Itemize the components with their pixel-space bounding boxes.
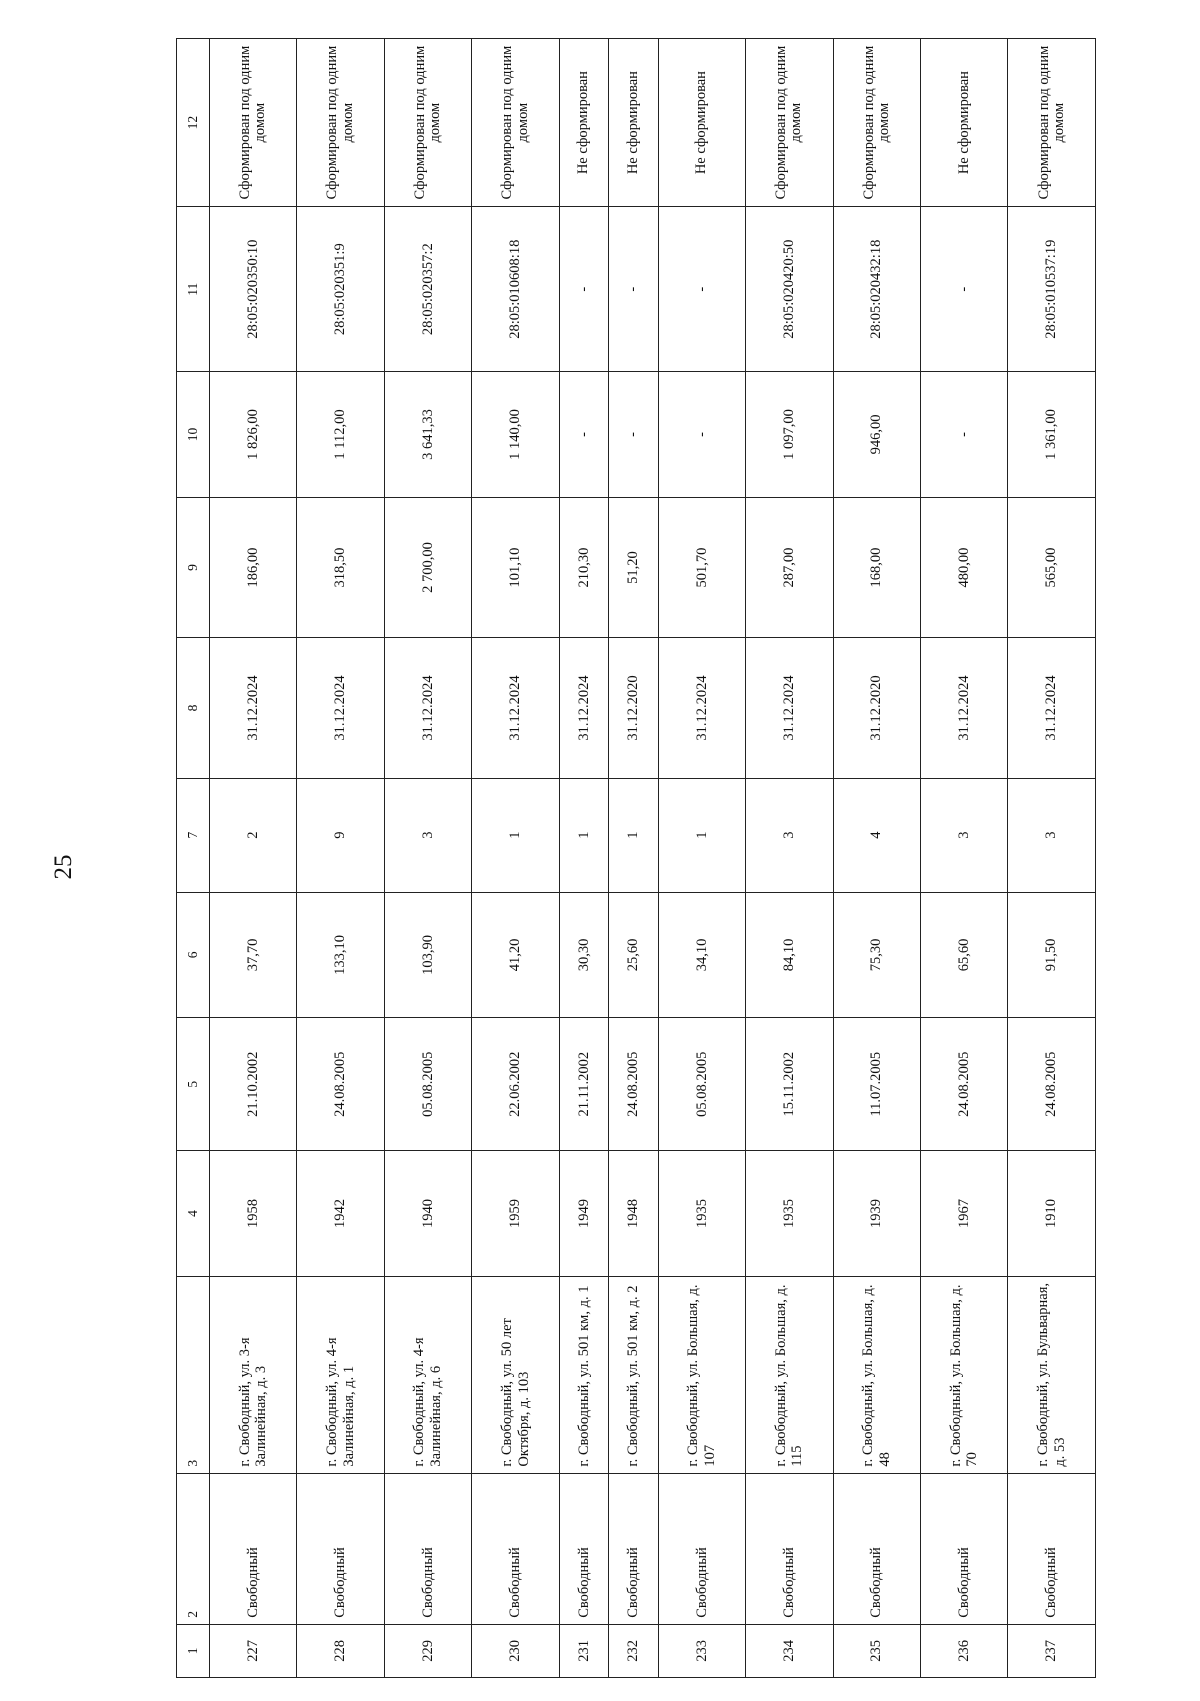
column-header: 7 <box>177 778 210 892</box>
table-cell: 168,00 <box>833 497 920 637</box>
table-cell: 1 <box>559 778 608 892</box>
table-row <box>746 39 833 1678</box>
header-row <box>177 39 210 1678</box>
table-cell: 24.08.2005 <box>609 1018 658 1151</box>
table-cell: 4 <box>833 778 920 892</box>
table-cell: 101,10 <box>472 497 559 637</box>
table-cell: Сформирован под одним домом <box>472 39 559 207</box>
table-cell: Свободный <box>921 1473 1008 1624</box>
table-cell: Не сформирован <box>921 39 1008 207</box>
table-cell: г. Свободный, ул. Большая, д. 48 <box>833 1276 920 1473</box>
table-cell: 3 <box>1008 778 1096 892</box>
table-cell: г. Свободный, ул. 50 лет Октября, д. 103 <box>472 1276 559 1473</box>
table-cell: г. Свободный, ул. Бульварная, д. 53 <box>1008 1276 1096 1473</box>
table-cell: Не сформирован <box>559 39 608 207</box>
table-row <box>833 39 920 1678</box>
table-cell: 37,70 <box>210 892 297 1018</box>
table-cell: 75,30 <box>833 892 920 1018</box>
table-cell: 11.07.2005 <box>833 1018 920 1151</box>
table-cell: Свободный <box>658 1473 745 1624</box>
table-cell: 05.08.2005 <box>658 1018 745 1151</box>
table-row <box>609 39 658 1678</box>
table-cell: Свободный <box>210 1473 297 1624</box>
table-cell: - <box>609 372 658 498</box>
table-cell: 1958 <box>210 1151 297 1277</box>
table-cell: - <box>609 207 658 372</box>
table-cell: 230 <box>472 1624 559 1677</box>
table-cell: 31.12.2024 <box>384 638 471 778</box>
table-cell: г. Свободный, ул. 501 км, д. 2 <box>609 1276 658 1473</box>
table-cell: 1 097,00 <box>746 372 833 498</box>
table-cell: 234 <box>746 1624 833 1677</box>
table-row <box>384 39 471 1678</box>
table-cell: 480,00 <box>921 497 1008 637</box>
table-cell: 41,20 <box>472 892 559 1018</box>
table-cell: 31.12.2024 <box>658 638 745 778</box>
table-cell: Свободный <box>833 1473 920 1624</box>
table-cell: 1 <box>609 778 658 892</box>
table-cell: Сформирован под одним домом <box>297 39 384 207</box>
table-cell: 227 <box>210 1624 297 1677</box>
table-cell: 231 <box>559 1624 608 1677</box>
table-cell: г. Свободный, ул. 4-я Залинейная, д. 1 <box>297 1276 384 1473</box>
table-cell: 1 <box>658 778 745 892</box>
table-cell: 31.12.2024 <box>472 638 559 778</box>
table-cell: г. Свободный, ул. 4-я Залинейная, д. 6 <box>384 1276 471 1473</box>
table-cell: 1939 <box>833 1151 920 1277</box>
table-cell: 1 140,00 <box>472 372 559 498</box>
table-cell: 15.11.2002 <box>746 1018 833 1151</box>
table-cell: 31.12.2024 <box>297 638 384 778</box>
column-header: 3 <box>177 1276 210 1473</box>
column-header: 9 <box>177 497 210 637</box>
table-cell: Сформирован под одним домом <box>833 39 920 207</box>
table-cell: 28:05:020350:10 <box>210 207 297 372</box>
table-cell: 28:05:010537:19 <box>1008 207 1096 372</box>
table-cell: 233 <box>658 1624 745 1677</box>
table-cell: 1959 <box>472 1151 559 1277</box>
table-cell: Свободный <box>472 1473 559 1624</box>
table-cell: 103,90 <box>384 892 471 1018</box>
table-cell: 9 <box>297 778 384 892</box>
table-cell: 186,00 <box>210 497 297 637</box>
table-cell: 1940 <box>384 1151 471 1277</box>
table-row <box>472 39 559 1678</box>
column-header: 6 <box>177 892 210 1018</box>
table-cell: Не сформирован <box>609 39 658 207</box>
table-cell: 565,00 <box>1008 497 1096 637</box>
table-cell: 24.08.2005 <box>1008 1018 1096 1151</box>
table-cell: 1 361,00 <box>1008 372 1096 498</box>
column-header: 2 <box>177 1473 210 1624</box>
table-cell: 31.12.2024 <box>746 638 833 778</box>
table-cell: 31.12.2024 <box>210 638 297 778</box>
column-header: 10 <box>177 372 210 498</box>
table-cell: 1967 <box>921 1151 1008 1277</box>
table-cell: 21.10.2002 <box>210 1018 297 1151</box>
table-cell: 28:05:020357:2 <box>384 207 471 372</box>
table-cell: 2 <box>210 778 297 892</box>
table-cell: г. Свободный, ул. Большая, д. 70 <box>921 1276 1008 1473</box>
table-cell: 3 <box>921 778 1008 892</box>
table-cell: - <box>559 207 608 372</box>
table-row <box>559 39 608 1678</box>
table-cell: 133,10 <box>297 892 384 1018</box>
table-cell: 232 <box>609 1624 658 1677</box>
table-cell: Свободный <box>609 1473 658 1624</box>
table-cell: 1935 <box>658 1151 745 1277</box>
table-cell: 1 <box>472 778 559 892</box>
table-cell: 22.06.2002 <box>472 1018 559 1151</box>
column-header: 4 <box>177 1151 210 1277</box>
table-cell: Не сформирован <box>658 39 745 207</box>
table-cell: 31.12.2024 <box>921 638 1008 778</box>
table-cell: 228 <box>297 1624 384 1677</box>
table-cell: 28:05:020420:50 <box>746 207 833 372</box>
table-cell: Свободный <box>559 1473 608 1624</box>
column-header: 11 <box>177 207 210 372</box>
table-cell: 236 <box>921 1624 1008 1677</box>
table-cell: 501,70 <box>658 497 745 637</box>
page-number: 25 <box>50 854 77 880</box>
table-cell: Свободный <box>297 1473 384 1624</box>
table-cell: 31.12.2024 <box>559 638 608 778</box>
table-cell: - <box>559 372 608 498</box>
table-row <box>658 39 745 1678</box>
table-cell: 24.08.2005 <box>297 1018 384 1151</box>
table-cell: 65,60 <box>921 892 1008 1018</box>
table-cell: 287,00 <box>746 497 833 637</box>
table-cell: 3 <box>746 778 833 892</box>
table-cell: 31.12.2020 <box>833 638 920 778</box>
table-cell: Свободный <box>746 1473 833 1624</box>
table-cell: Сформирован под одним домом <box>210 39 297 207</box>
table-cell: 946,00 <box>833 372 920 498</box>
table-row <box>210 39 297 1678</box>
table-cell: г. Свободный, ул. 501 км, д. 1 <box>559 1276 608 1473</box>
table-cell: Сформирован под одним домом <box>1008 39 1096 207</box>
table-cell: 210,30 <box>559 497 608 637</box>
table-cell: Сформирован под одним домом <box>746 39 833 207</box>
table-cell: 05.08.2005 <box>384 1018 471 1151</box>
table-cell: - <box>658 372 745 498</box>
table-cell: 235 <box>833 1624 920 1677</box>
table-row <box>297 39 384 1678</box>
table-cell: 1942 <box>297 1151 384 1277</box>
table-row <box>921 39 1008 1678</box>
table-cell: 24.08.2005 <box>921 1018 1008 1151</box>
table-cell: - <box>658 207 745 372</box>
table-cell: 229 <box>384 1624 471 1677</box>
table-cell: 34,10 <box>658 892 745 1018</box>
table-cell: 3 641,33 <box>384 372 471 498</box>
housing-table <box>176 38 1096 1678</box>
table-cell: г. Свободный, ул. Большая, д. 115 <box>746 1276 833 1473</box>
table-cell: 1 112,00 <box>297 372 384 498</box>
table-cell: 1949 <box>559 1151 608 1277</box>
table-cell: 318,50 <box>297 497 384 637</box>
column-header: 1 <box>177 1624 210 1677</box>
column-header: 8 <box>177 638 210 778</box>
table-cell: 91,50 <box>1008 892 1096 1018</box>
column-header: 12 <box>177 39 210 207</box>
table-cell: 21.11.2002 <box>559 1018 608 1151</box>
table-cell: 28:05:010608:18 <box>472 207 559 372</box>
table-cell: 28:05:020351:9 <box>297 207 384 372</box>
table-cell: 51,20 <box>609 497 658 637</box>
table-cell: 25,60 <box>609 892 658 1018</box>
table-cell: 237 <box>1008 1624 1096 1677</box>
table-cell: 84,10 <box>746 892 833 1018</box>
table-container <box>176 38 1096 1678</box>
table-cell: Свободный <box>1008 1473 1096 1624</box>
table-cell: 31.12.2024 <box>1008 638 1096 778</box>
table-cell: 1 826,00 <box>210 372 297 498</box>
table-cell: г. Свободный, ул. Большая, д. 107 <box>658 1276 745 1473</box>
table-cell: Сформирован под одним домом <box>384 39 471 207</box>
table-cell: 31.12.2020 <box>609 638 658 778</box>
table-cell: - <box>921 207 1008 372</box>
column-header: 5 <box>177 1018 210 1151</box>
table-cell: 28:05:020432:18 <box>833 207 920 372</box>
table-cell: Свободный <box>384 1473 471 1624</box>
table-cell: 30,30 <box>559 892 608 1018</box>
table-cell: 2 700,00 <box>384 497 471 637</box>
table-cell: г. Свободный, ул. 3-я Залинейная, д. 3 <box>210 1276 297 1473</box>
table-cell: 3 <box>384 778 471 892</box>
table-cell: - <box>921 372 1008 498</box>
table-cell: 1935 <box>746 1151 833 1277</box>
table-row <box>1008 39 1096 1678</box>
table-cell: 1910 <box>1008 1151 1096 1277</box>
table-cell: 1948 <box>609 1151 658 1277</box>
